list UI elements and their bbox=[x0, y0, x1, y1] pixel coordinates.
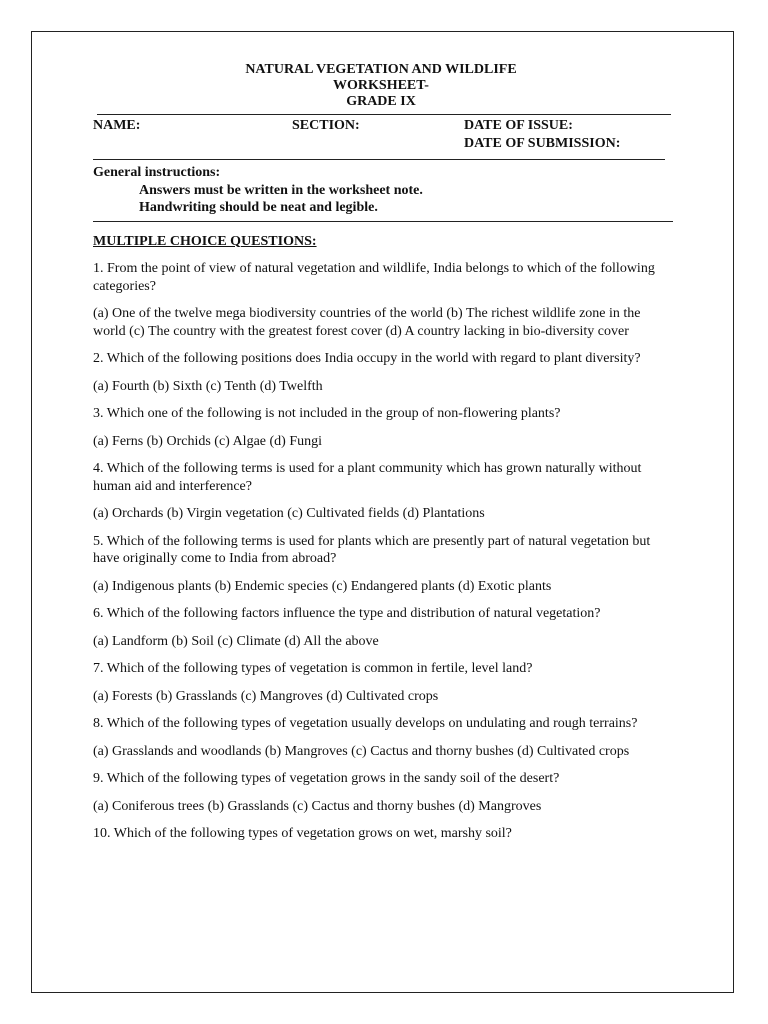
question-text: 9. Which of the following types of vegetation grows in the sandy soil of the desert? bbox=[93, 771, 560, 786]
question-options: (a) Orchards (b) Virgin vegetation (c) Cultivated fields (d) Plantations bbox=[93, 506, 485, 521]
question-text: 8. Which of the following types of vegetation usually develops on undulating and rough terrains? bbox=[93, 716, 638, 731]
question-options: (a) Coniferous trees (b) Grasslands (c) Cactus and thorny bushes (d) Mangroves bbox=[93, 798, 542, 814]
question-text: 1. From the point of view of natural vegetation and wildlife, India belongs to which of the following categories? bbox=[93, 261, 655, 294]
question-options: (a) One of the twelve mega biodiversity countries of the world (b) The richest wildlife zone in the world (c) The country with the greatest forest cover (d) A country lacking in bio-diversity cover bbox=[93, 306, 641, 339]
question-options: (a) Landform (b) Soil (c) Climate (d) All the above bbox=[93, 633, 379, 649]
question-text: 5. Which of the following terms is used for plants which are presently part of natural vegetation but have originally come to India from abroad? bbox=[93, 533, 651, 566]
question-options: (a) Ferns (b) Orchids (c) Algae (d) Fungi bbox=[93, 433, 322, 449]
question-options: (a) Fourth (b) Sixth (c) Tenth (d) Twelfth bbox=[93, 378, 323, 394]
title-line-3: GRADE IX bbox=[346, 94, 416, 109]
date-of-submission-label: DATE OF SUBMISSION: bbox=[464, 136, 621, 151]
question-text: 7. Which of the following types of vegetation is common in fertile, level land? bbox=[93, 661, 533, 676]
question-text: 4. Which of the following terms is used for a plant community which has grown naturally without human aid and interference? bbox=[93, 461, 642, 494]
worksheet-content bbox=[93, 62, 673, 843]
question-text: 3. Which one of the following is not included in the group of non-flowering plants? bbox=[93, 406, 561, 421]
divider bbox=[93, 221, 673, 222]
divider bbox=[93, 159, 665, 160]
name-field-label: NAME: bbox=[93, 118, 141, 133]
student-info-row bbox=[93, 117, 673, 153]
question-options: (a) Grasslands and woodlands (b) Mangroves (c) Cactus and thorny bushes (d) Cultivated crops bbox=[93, 743, 630, 759]
instructions-heading: General instructions: bbox=[93, 165, 221, 180]
question-text: 10. Which of the following types of vegetation grows on wet, marshy soil? bbox=[93, 826, 512, 841]
question-options: (a) Forests (b) Grasslands (c) Mangroves (d) Cultivated crops bbox=[93, 688, 439, 704]
divider bbox=[97, 114, 671, 115]
question-text: 6. Which of the following factors influence the type and distribution of natural vegetation? bbox=[93, 606, 601, 621]
date-of-issue-label: DATE OF ISSUE: bbox=[464, 118, 573, 133]
question-options: (a) Indigenous plants (b) Endemic species (c) Endangered plants (d) Exotic plants bbox=[93, 578, 552, 594]
question-text: 2. Which of the following positions does India occupy in the world with regard to plant diversity? bbox=[93, 351, 641, 366]
worksheet-title bbox=[89, 62, 673, 110]
general-instructions bbox=[93, 164, 673, 217]
mcq-heading: MULTIPLE CHOICE QUESTIONS: bbox=[93, 233, 317, 249]
instruction-line: Answers must be written in the worksheet note. bbox=[139, 182, 423, 198]
title-line-1: NATURAL VEGETATION AND WILDLIFE bbox=[245, 62, 517, 77]
instruction-line: Handwriting should be neat and legible. bbox=[139, 200, 378, 215]
section-field-label: SECTION: bbox=[292, 118, 360, 133]
title-line-2: WORKSHEET- bbox=[333, 78, 429, 93]
